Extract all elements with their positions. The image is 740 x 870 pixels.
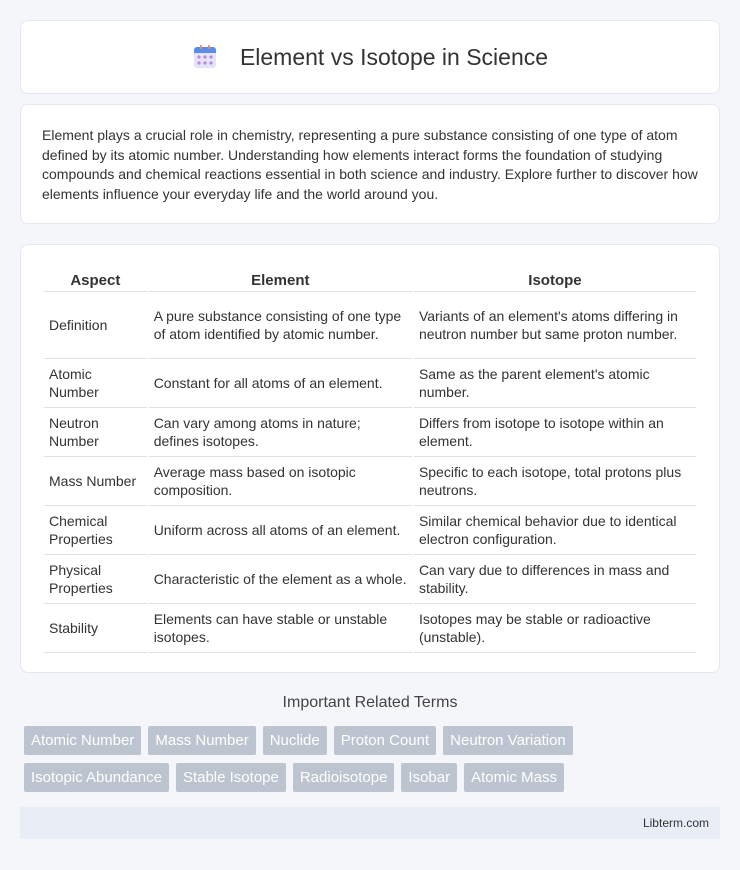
element-cell: Elements can have stable or unstable isotopes. <box>149 604 412 653</box>
isotope-cell: Variants of an element's atoms differing in neutron number but same proton number. <box>414 292 696 359</box>
footer <box>20 807 720 839</box>
element-cell: A pure substance consisting of one type of atom identified by atomic number. <box>149 292 412 359</box>
related-terms-title: Important Related Terms <box>282 694 458 711</box>
isotope-cell: Isotopes may be stable or radioactive (unstable). <box>414 604 696 653</box>
element-cell: Constant for all atoms of an element. <box>149 359 412 408</box>
isotope-cell: Specific to each isotope, total protons plus neutrons. <box>414 457 696 506</box>
aspect-cell: Physical Properties <box>44 555 147 604</box>
tag-isobar[interactable]: Isobar <box>401 763 457 792</box>
isotope-cell: Differs from isotope to isotope within an element. <box>414 408 696 457</box>
table-row <box>44 604 696 653</box>
header-isotope: Isotope <box>414 265 696 292</box>
element-cell: Uniform across all atoms of an element. <box>149 506 412 555</box>
table-row <box>44 457 696 506</box>
aspect-cell: Mass Number <box>44 457 147 506</box>
aspect-cell: Chemical Properties <box>44 506 147 555</box>
element-cell: Average mass based on isotopic composition. <box>149 457 412 506</box>
element-cell: Characteristic of the element as a whole. <box>149 555 412 604</box>
comparison-table <box>42 265 698 653</box>
tag-row <box>24 726 724 755</box>
tag-atomic-number[interactable]: Atomic Number <box>24 726 141 755</box>
header-card <box>20 20 720 94</box>
related-terms-tags <box>24 726 724 800</box>
tag-isotopic-abundance[interactable]: Isotopic Abundance <box>24 763 169 792</box>
tag-proton-count[interactable]: Proton Count <box>334 726 436 755</box>
intro-card <box>20 104 720 224</box>
table-row <box>44 359 696 408</box>
header-element: Element <box>149 265 412 292</box>
tag-atomic-mass[interactable]: Atomic Mass <box>464 763 564 792</box>
intro-text: Element plays a crucial role in chemistry, representing a pure substance consisting of one type of atom defined by its atomic number. Understanding how elements interact forms the foundation of studying compounds and chemical reactions essential in both science and industry. Explore further to discover how elements influence your everyday life and the world around you. <box>42 127 698 202</box>
aspect-cell: Neutron Number <box>44 408 147 457</box>
header-aspect: Aspect <box>44 265 147 292</box>
tag-neutron-variation[interactable]: Neutron Variation <box>443 726 573 755</box>
footer-site-link[interactable]: Libterm.com <box>642 816 709 830</box>
periodic-table-icon <box>192 44 218 70</box>
tag-radioisotope[interactable]: Radioisotope <box>293 763 395 792</box>
page-title: Element vs Isotope in Science <box>239 43 549 70</box>
tag-stable-isotope[interactable]: Stable Isotope <box>176 763 286 792</box>
table-row <box>44 408 696 457</box>
tag-row <box>24 763 724 792</box>
comparison-table-card <box>20 244 720 673</box>
isotope-cell: Same as the parent element's atomic number. <box>414 359 696 408</box>
isotope-cell: Similar chemical behavior due to identical electron configuration. <box>414 506 696 555</box>
element-cell: Can vary among atoms in nature; defines isotopes. <box>149 408 412 457</box>
tag-nuclide[interactable]: Nuclide <box>263 726 327 755</box>
aspect-cell: Atomic Number <box>44 359 147 408</box>
table-row <box>44 292 696 359</box>
aspect-cell: Definition <box>44 292 147 359</box>
aspect-cell: Stability <box>44 604 147 653</box>
isotope-cell: Can vary due to differences in mass and stability. <box>414 555 696 604</box>
table-row <box>44 506 696 555</box>
table-row <box>44 555 696 604</box>
table-header-row <box>44 265 696 292</box>
tag-mass-number[interactable]: Mass Number <box>148 726 255 755</box>
